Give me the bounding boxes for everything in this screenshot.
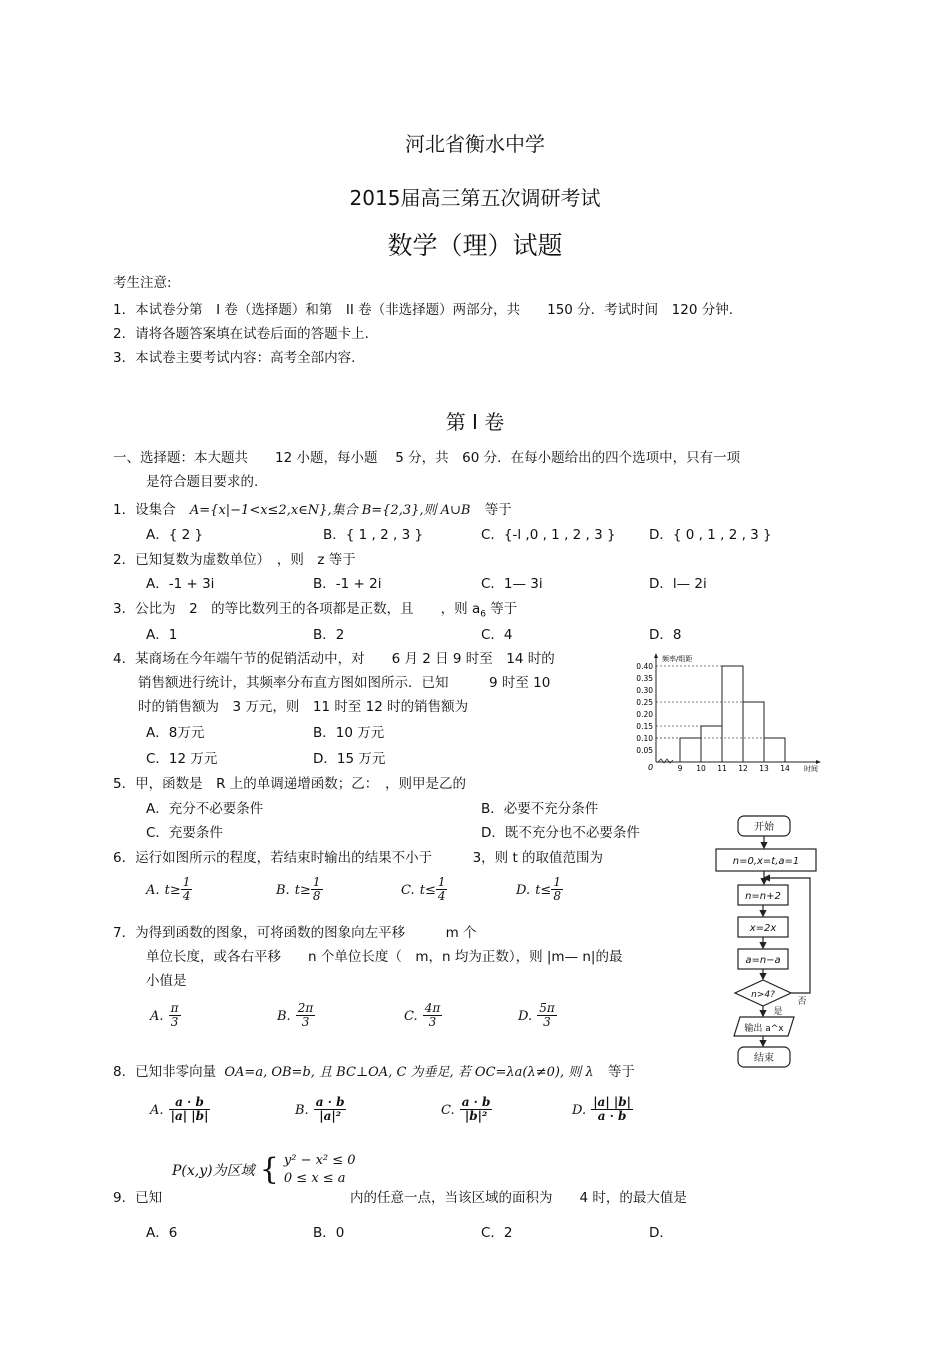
histogram-x-ticks	[678, 764, 790, 773]
notice-item: 3．本试卷主要考试内容：高考全部内容.	[113, 350, 356, 366]
section-title: 第 I 卷	[445, 410, 505, 434]
histogram-bar	[701, 726, 722, 762]
exam-title: 2015届高三第五次调研考试	[349, 186, 601, 210]
y-axis-arrow-icon	[654, 653, 658, 658]
q2-option-c[interactable]: C．1— 3i	[481, 576, 543, 592]
q5-option-c[interactable]: C．充要条件	[146, 825, 223, 841]
q7-option-a[interactable]: A. $\frac{\pi}{3}$	[150, 1001, 179, 1029]
q9-option-a[interactable]: A．6	[146, 1225, 178, 1241]
flow-output: 输出 a^x	[744, 1024, 784, 1034]
flow-step2: x=2x	[749, 923, 777, 934]
q9-cond2: 0 ≤ x ≤ a	[283, 1171, 346, 1186]
notice-item: 2．请将各题答案填在试卷后面的答题卡上.	[113, 326, 369, 342]
q9-cond1: y² − x² ≤ 0	[283, 1153, 356, 1168]
q6-option-d[interactable]: D. t≤ $\frac{1}{8}$	[516, 875, 561, 903]
histogram-y-tick: 0.25	[636, 698, 653, 707]
q4-option-a[interactable]: A．8万元	[146, 725, 205, 741]
q5-stem: 5．甲，函数是 R 上的单调递增函数；乙： ，则甲是乙的	[113, 776, 467, 792]
q9-option-c[interactable]: C．2	[481, 1225, 513, 1241]
histogram-y-tick: 0.20	[636, 710, 653, 719]
flow-init: n=0,x=t,a=1	[732, 856, 800, 867]
q1-suffix: 等于	[484, 502, 512, 518]
q3-option-c[interactable]: C．4	[481, 627, 513, 643]
histogram-bars	[680, 666, 785, 762]
q8-suffix: 等于	[607, 1064, 635, 1080]
q6-option-a[interactable]: A. t≥ $\frac{1}{4}$	[146, 875, 191, 903]
q9-region	[172, 1152, 356, 1188]
flow-no: 否	[797, 997, 807, 1007]
q6-option-c[interactable]: C. t≤ $\frac{1}{4}$	[401, 875, 446, 903]
histogram-bar	[764, 738, 785, 762]
q7-option-b[interactable]: B. $\frac{2\pi}{3}$	[277, 1001, 314, 1029]
q8-option-c[interactable]: C. $\frac{a \cdot b}{\text{|b|²}}$	[441, 1095, 491, 1123]
histogram-y-tick: 0.35	[636, 674, 653, 683]
q6-stem: 6．运行如图所示的程度，若结束时输出的结果不小于 3，则 t 的取值范围为	[113, 850, 604, 866]
q4-line2: 销售额进行统计，其频率分布直方图如图所示．已知 9 时至 10	[138, 675, 551, 691]
q3-option-d[interactable]: D．8	[649, 627, 682, 643]
q1-math: A={x|−1<x≤2,x∈N},集合 B={2,3},则 A∪B	[189, 503, 471, 518]
histogram-x-tick: 14	[780, 764, 790, 773]
flow-yes: 是	[773, 1007, 783, 1017]
q7-line1: 7．为得到函数的图象，可将函数的图象向左平移 m 个	[113, 925, 477, 941]
flow-end: 结束	[754, 1053, 774, 1064]
q3-option-b[interactable]: B．2	[313, 627, 345, 643]
x-axis-arrow-icon	[816, 760, 821, 764]
q2-stem: 2．已知复数为虚数单位） ，则 z 等于	[113, 552, 356, 568]
school-title: 河北省衡水中学	[405, 132, 545, 156]
flow-step3: a=n−a	[745, 955, 781, 966]
histogram-x-tick: 13	[759, 764, 769, 773]
q2-option-b[interactable]: B．-1 + 2i	[313, 576, 382, 592]
flow-start: 开始	[754, 822, 774, 833]
histogram-y-tick: 0.05	[636, 746, 653, 755]
q4-option-c[interactable]: C．12 万元	[146, 751, 218, 767]
q7-option-d[interactable]: D. $\frac{5\pi}{3}$	[518, 1001, 555, 1029]
q5-option-b[interactable]: B．必要不充分条件	[481, 801, 599, 817]
q8-option-b[interactable]: B. $\frac{a \cdot b}{\text{|a|²}}$	[295, 1095, 345, 1123]
flow-cond: n>4?	[751, 990, 775, 1000]
q5-option-a[interactable]: A．充分不必要条件	[146, 801, 264, 817]
q9-option-b[interactable]: B．0	[313, 1225, 345, 1241]
brace-icon: {	[259, 1152, 279, 1187]
histogram-bar	[680, 738, 701, 762]
subject-title: 数学（理）试题	[387, 231, 563, 260]
histogram-y-ticks	[636, 662, 653, 755]
q1-option-d[interactable]: D．{ 0 , 1 , 2 , 3 }	[649, 527, 772, 543]
histogram-bar	[743, 702, 764, 762]
q1-option-b[interactable]: B．{ 1 , 2 , 3 }	[323, 527, 424, 543]
histogram-bar	[722, 666, 743, 762]
q4-line3: 时的销售额为 3 万元，则 11 时至 12 时的销售额为	[138, 699, 469, 715]
notice-item: 1．本试卷分第 I 卷（选择题）和第 II 卷（非选择题）两部分，共 150 分．考试时间 120 分钟.	[113, 302, 734, 318]
histogram-x-tick: 11	[717, 764, 727, 773]
q3-stem: 3．公比为 2 的等比数列王的各项都是正数，且 ，则 $a_6$ 等于	[113, 601, 518, 620]
section-intro-cont: 是符合题目要求的.	[146, 474, 259, 490]
q4-option-d[interactable]: D．15 万元	[313, 751, 386, 767]
histogram-origin: 0	[648, 763, 654, 772]
histogram-x-tick: 10	[696, 764, 706, 773]
histogram-y-tick: 0.30	[636, 686, 653, 695]
q8-prefix: 8．已知非零向量	[113, 1064, 217, 1080]
q8-stem	[113, 1060, 635, 1080]
flow-step1: n=n+2	[745, 891, 781, 902]
q9-prefix: 9．已知	[113, 1190, 163, 1206]
flowchart	[706, 812, 834, 1072]
histogram-y-tick: 0.40	[636, 662, 653, 671]
q9-option-d[interactable]: D．	[649, 1225, 673, 1241]
q7-line2: 单位长度，或各右平移 n 个单位长度（ m，n 均为正数），则 |m— n|的最	[146, 949, 623, 965]
notice-title: 考生注意:	[113, 275, 172, 291]
q8-option-d[interactable]: D. $\frac{|a| |b|}{a \cdot b}$	[572, 1095, 631, 1123]
histogram-y-tick: 0.10	[636, 734, 653, 743]
q8-math: OA=a, OB=b, 且 BC⊥OA, C 为垂足, 若 OC=λa(λ≠0), 则 λ	[224, 1065, 594, 1080]
histogram-x-tick: 12	[738, 764, 748, 773]
q7-line3: 小值是	[146, 973, 187, 989]
q2-option-a[interactable]: A．-1 + 3i	[146, 576, 215, 592]
q5-option-d[interactable]: D．既不充分也不必要条件	[481, 825, 640, 841]
histogram-x-tick: 9	[677, 764, 683, 773]
histogram-y-tick: 0.15	[636, 722, 653, 731]
section-intro: 一、选择题：本大题共 12 小题，每小题 5 分，共 60 分．在每小题给出的四个选项中，只有一项	[113, 450, 741, 466]
q3-option-a[interactable]: A．1	[146, 627, 178, 643]
histogram-xlabel: 时间	[804, 765, 818, 773]
frequency-histogram	[628, 652, 828, 776]
q1-option-a[interactable]: A．{ 2 }	[146, 527, 204, 543]
q9-region-label: P(x,y)为区域	[172, 1163, 255, 1179]
q9-suffix: 内的任意一点，当该区域的面积为 4 时，的最大值是	[350, 1190, 687, 1206]
q8-option-a[interactable]: A. $\frac{a \cdot b}{|a| |b|}$	[150, 1095, 209, 1123]
q4-option-b[interactable]: B．10 万元	[313, 725, 385, 741]
q4-line1: 4．某商场在今年端午节的促销活动中，对 6 月 2 日 9 时至 14 时的	[113, 651, 555, 667]
q1-option-c[interactable]: C．{-l ,0 , 1 , 2 , 3 }	[481, 527, 616, 543]
histogram-ylabel: 频率/组距	[662, 655, 693, 663]
q6-option-b[interactable]: B. t≥ $\frac{1}{8}$	[276, 875, 321, 903]
q2-option-d[interactable]: D．l— 2i	[649, 576, 707, 592]
q1-stem	[113, 498, 512, 518]
q1-prefix: 1．设集合	[113, 502, 176, 518]
q7-option-c[interactable]: C. $\frac{4\pi}{3}$	[404, 1001, 441, 1029]
